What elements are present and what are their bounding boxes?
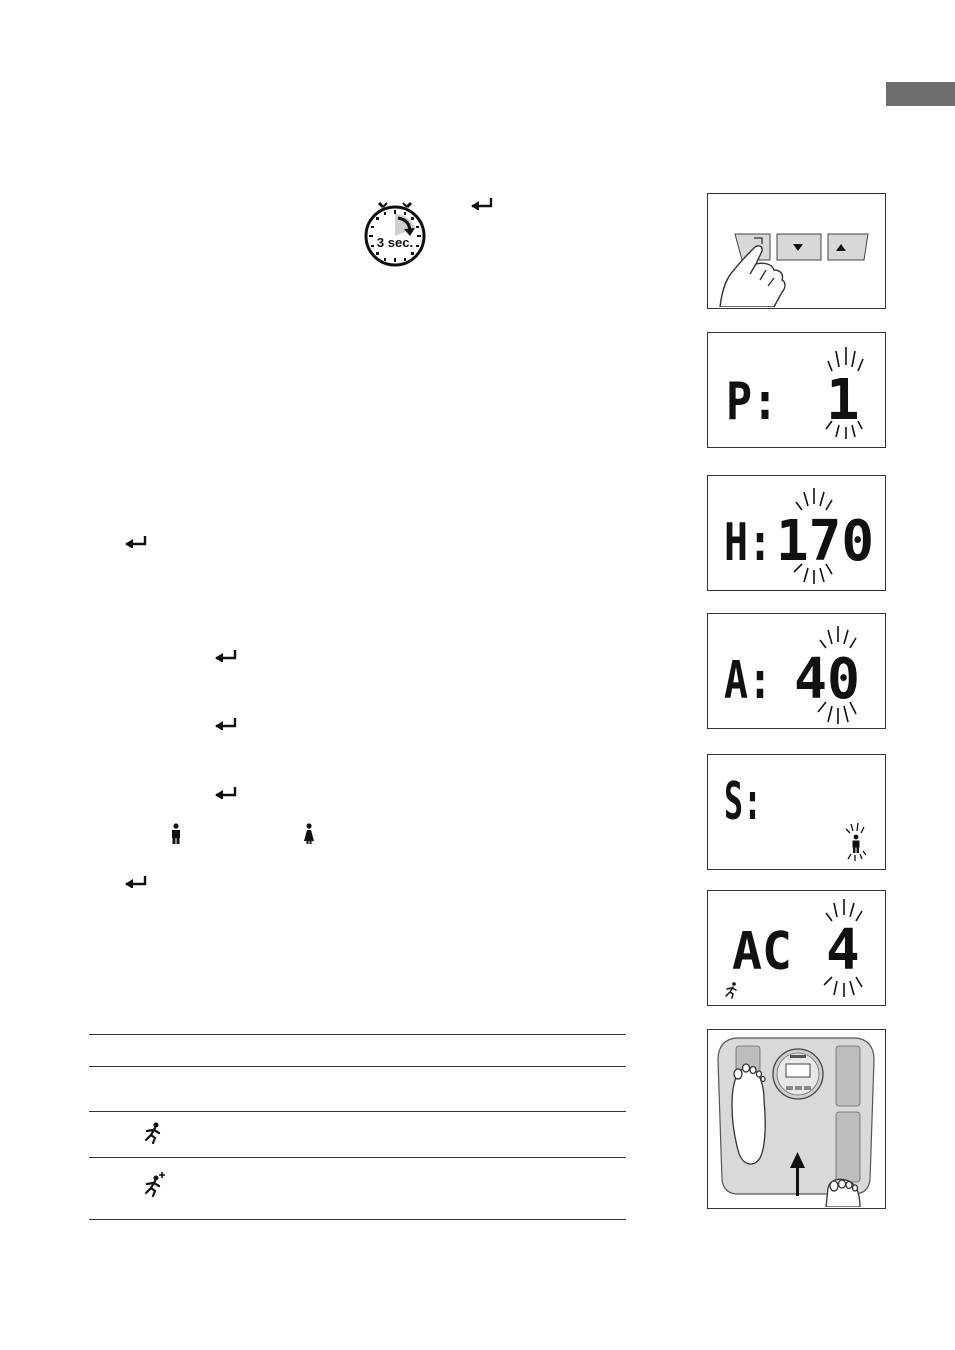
lcd-label: H: [724,513,772,573]
enter-icon [213,716,239,730]
stopwatch-icon [360,198,430,268]
table-rule [89,1157,626,1158]
lcd-label: P: [726,372,778,432]
section-tab [886,82,955,106]
male-icon [853,835,860,853]
lcd-value: 4 [826,918,860,983]
table-rule [89,1066,626,1067]
enter-icon [213,785,239,799]
table-rule [89,1111,626,1112]
lcd-profile [707,332,886,448]
enter-icon [213,648,239,662]
lcd-value: 1 [826,368,860,433]
male-icon [170,823,182,845]
scale-panel [707,1029,886,1209]
table-rule [89,1219,626,1220]
lcd-value: 170 [776,509,874,574]
enter-icon [123,874,149,888]
enter-icon [123,534,149,548]
activity-plus-icon [143,1171,167,1197]
lcd-height [707,475,886,591]
lcd-activity [707,890,886,1006]
keypad-panel [707,193,886,309]
activity-icon [726,982,736,998]
lcd-label: S: [724,772,762,832]
female-icon [303,823,315,845]
table-rule [89,1034,626,1035]
activity-icon [143,1122,163,1144]
lcd-label: AC [732,922,792,982]
lcd-age [707,613,886,729]
lcd-sex [707,754,886,870]
lcd-value: 40 [794,647,860,712]
timer-label: 3 sec. [376,235,414,250]
hand-pointer-icon [720,246,785,307]
lcd-label: A: [724,651,772,711]
enter-icon [469,196,495,210]
